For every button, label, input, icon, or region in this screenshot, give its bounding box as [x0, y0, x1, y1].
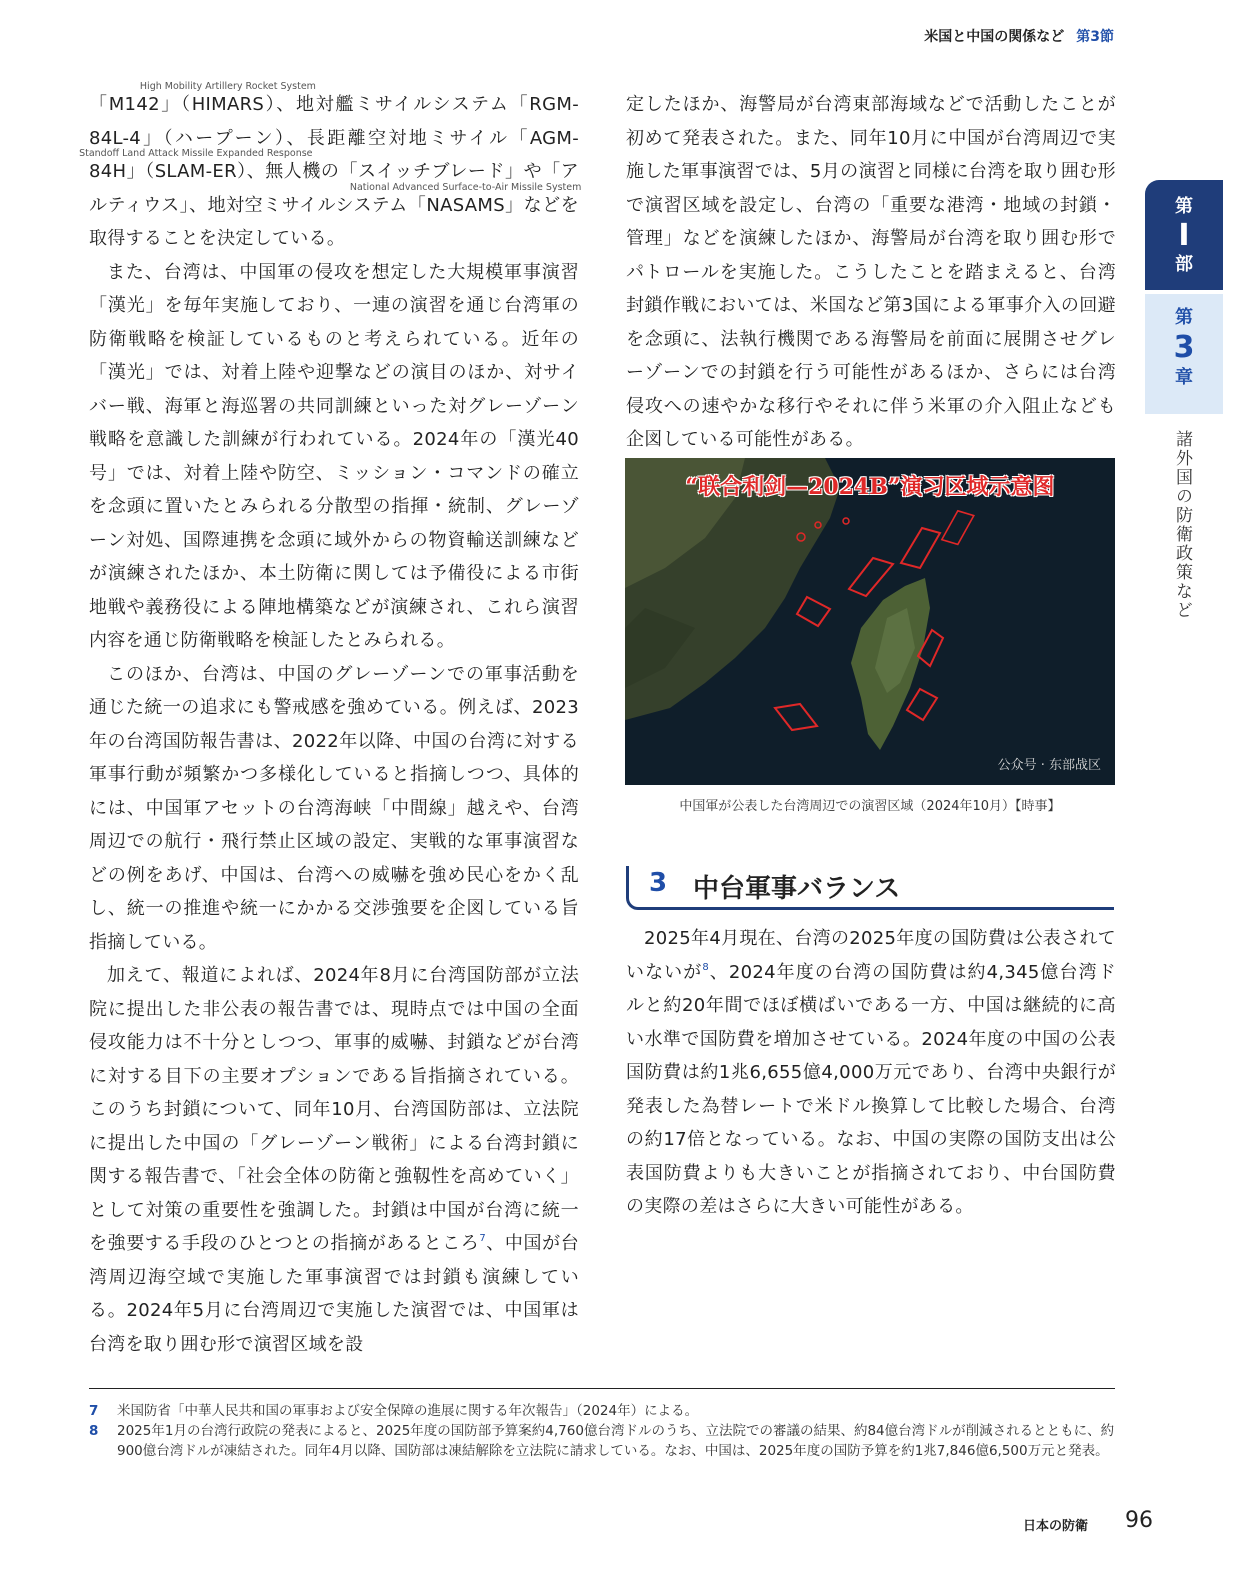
ruby-nasams: NASAMS National Advanced Surface-to-Air Missile System [349, 181, 582, 216]
header-section: 第3節 [1076, 29, 1114, 45]
part-tab[interactable]: 第 I 部 [1145, 180, 1223, 290]
ruby-text: National Advanced Surface-to-Air Missile System [349, 181, 582, 193]
footnote-7: 7 米国防省「中華人民共和国の軍事および安全保障の進展に関する年次報告」（2024年）による。 [89, 1403, 699, 1419]
map-caption: 中国軍が公表した台湾周辺での演習区域（2024年10月）【時事】 [679, 799, 1061, 814]
ruby-himars: HIMARS High Mobility Artillery Rocket System [139, 81, 316, 115]
footnotes [89, 1401, 1115, 1461]
paragraph: 「M142」（HIMARS High Mobility Artillery Rocket System ）、地対艦ミサイルシステム「RGM-84L-4」（ハープーン）、長距離空対地ミサイル「AGM-84H」（SLAM-ER Standoff Land Attack Missile Expanded Response ）、無人機の「スイッチブレード」や「アルティウス」、地対空ミサイルシステム「NASAMS National Advanced Surface-to-Air Missile System 」などを取得することを決定している。 [79, 81, 582, 249]
paragraph: 2025年4月現在、台湾の2025年度の国防費は公表されていないが$^8$、2024年度の台湾の国防費は約4,345億台湾ドルと約20年間でほぼ横ばいである一方、中国は継続的に高い水準で国防費を増加させている。2024年度の中国の公表国防費は約1兆6,655億4,000万元であり、台湾中央銀行が発表した為替レートで米ドル換算して比較した場合、台湾の約17倍となっている。なお、中国の実際の国防支出は公表国防費よりも大きいことが指摘されており、中台国防費の実際の差はさらに大きい可能性がある。 [626, 928, 1116, 1217]
header-topic: 米国と中国の関係など [924, 29, 1065, 45]
footnote-divider [89, 1388, 1115, 1389]
running-header [924, 26, 1114, 46]
paragraph: このほか、台湾は、中国のグレーゾーンでの軍事活動を通じた統一の追求にも警戒感を強めている。例えば、2023年の台湾国防報告書は、2022年以降、中国の台湾に対する軍事行動が頻繁かつ多様化していると指摘しつつ、具体的には、中国軍アセットの台湾海峡「中間線」越えや、台湾周辺での航行・飛行禁止区域の設定、実戦的な軍事演習などの例をあげ、中国は、台湾への威嚇を強め民心をかく乱し、統一の推進や統一にかかる交渉強要を企図している旨指摘している。 [89, 663, 579, 953]
ruby-slam-er: SLAM-ER Standoff Land Attack Missile Expanded Response [79, 148, 313, 182]
section-title: 中台軍事バランス [693, 874, 901, 904]
footnote-8: 8 2025年1月の台湾行政院の発表によると、2025年度の国防部予算案約4,760億台湾ドルのうち、立法院での審議の結果、約84億台湾ドルが削減されるとともに、約900億台湾ドルが凍結された。同年4月以降、国防部は凍結解除を立法院に請求している。なお、中国は、2025年度の国防予算を約1兆7,846億6,500万元と発表。 [89, 1423, 1115, 1459]
section-heading [626, 866, 1114, 910]
right-column-lower [626, 922, 1116, 1224]
chapter-tab[interactable]: 第 3 章 [1145, 294, 1223, 414]
map-graphic [625, 458, 1115, 785]
chapter-tabs [1145, 180, 1241, 414]
paragraph: 定したほか、海警局が台湾東部海域などで活動したことが初めて発表された。また、同年10月に中国が台湾周辺で実施した軍事演習では、5月の演習と同様に台湾を取り囲む形で演習区域を設定し、台湾の「重要な港湾・地域の封鎖・管理」などを演練したほか、海警局が台湾を取り囲む形でパトロールを実施した。こうしたことを踏まえると、台湾封鎖作戦においては、米国など第3国による軍事介入の回避を念頭に、法執行機関である海警局を前面に展開させグレーゾーンでの封鎖を行う可能性があるほか、さらには台湾侵攻への速やかな移行やそれに伴う米軍の介入阻止なども企図している可能性がある。 [626, 94, 1116, 450]
left-column [79, 81, 582, 1361]
map-watermark: 公众号 · 东部战区 [997, 758, 1101, 773]
page-number: 96 [1125, 1508, 1153, 1533]
chapter-vertical-title: 諸外国の防衛政策など [1172, 430, 1192, 620]
footnote-ref-8[interactable]: 8 [702, 961, 710, 973]
exercise-map-image [625, 458, 1115, 785]
paragraph: また、台湾は、中国軍の侵攻を想定した大規模軍事演習「漢光」を毎年実施しており、一連の演習を通じ台湾軍の防衛戦略を検証しているものと考えられている。近年の「漢光」では、対着上陸や迎撃などの演目のほか、対サイバー戦、海軍と海巡署の共同訓練といった対グレーゾーン戦略を意識した訓練が行われている。2024年の「漢光40号」では、対着上陸や防空、ミッション・コマンドの確立を念頭に置いたとみられる分散型の指揮・統制、グレーゾーン対処、国際連携を念頭に域外からの物資輸送訓練などが演練されたほか、本土防衛に関しては予備役による市街地戦や義務役による陣地構築などが演練され、これら演習内容を通じ防衛戦略を検証したとみられる。 [89, 261, 579, 651]
paragraph: 加えて、報道によれば、2024年8月に台湾国防部が立法院に提出した非公表の報告書では、現時点では中国の全面侵攻能力は不十分としつつ、軍事的威嚇、封鎖などが台湾に対する目下の主要オプションである旨指摘されている。このうち封鎖について、同年10月、台湾国防部は、立法院に提出した中国の「グレーゾーン戦術」による台湾封鎖に関する報告書で、「社会全体の防衛と強靱性を高めていく」として対策の重要性を強調した。封鎖は中国が台湾に統一を強要する手段のひとつとの指摘があるところ$^7$、中国が台湾周辺海空域で実施した軍事演習では封鎖も演練している。2024年5月に台湾周辺で実施した演習では、中国軍は台湾を取り囲む形で演習区域を設 [89, 965, 580, 1355]
footnote-ref-7[interactable]: 7 [479, 1233, 486, 1244]
section-number: 3 [649, 868, 668, 898]
map-title: “联合利剑—2024B”演习区域示意图 [685, 474, 1055, 500]
footer-label: 日本の防衛 [1023, 1519, 1089, 1534]
right-column [626, 88, 1116, 457]
ruby-text: Standoff Land Attack Missile Expanded Response [79, 148, 313, 159]
ruby-text: High Mobility Artillery Rocket System [139, 81, 316, 92]
